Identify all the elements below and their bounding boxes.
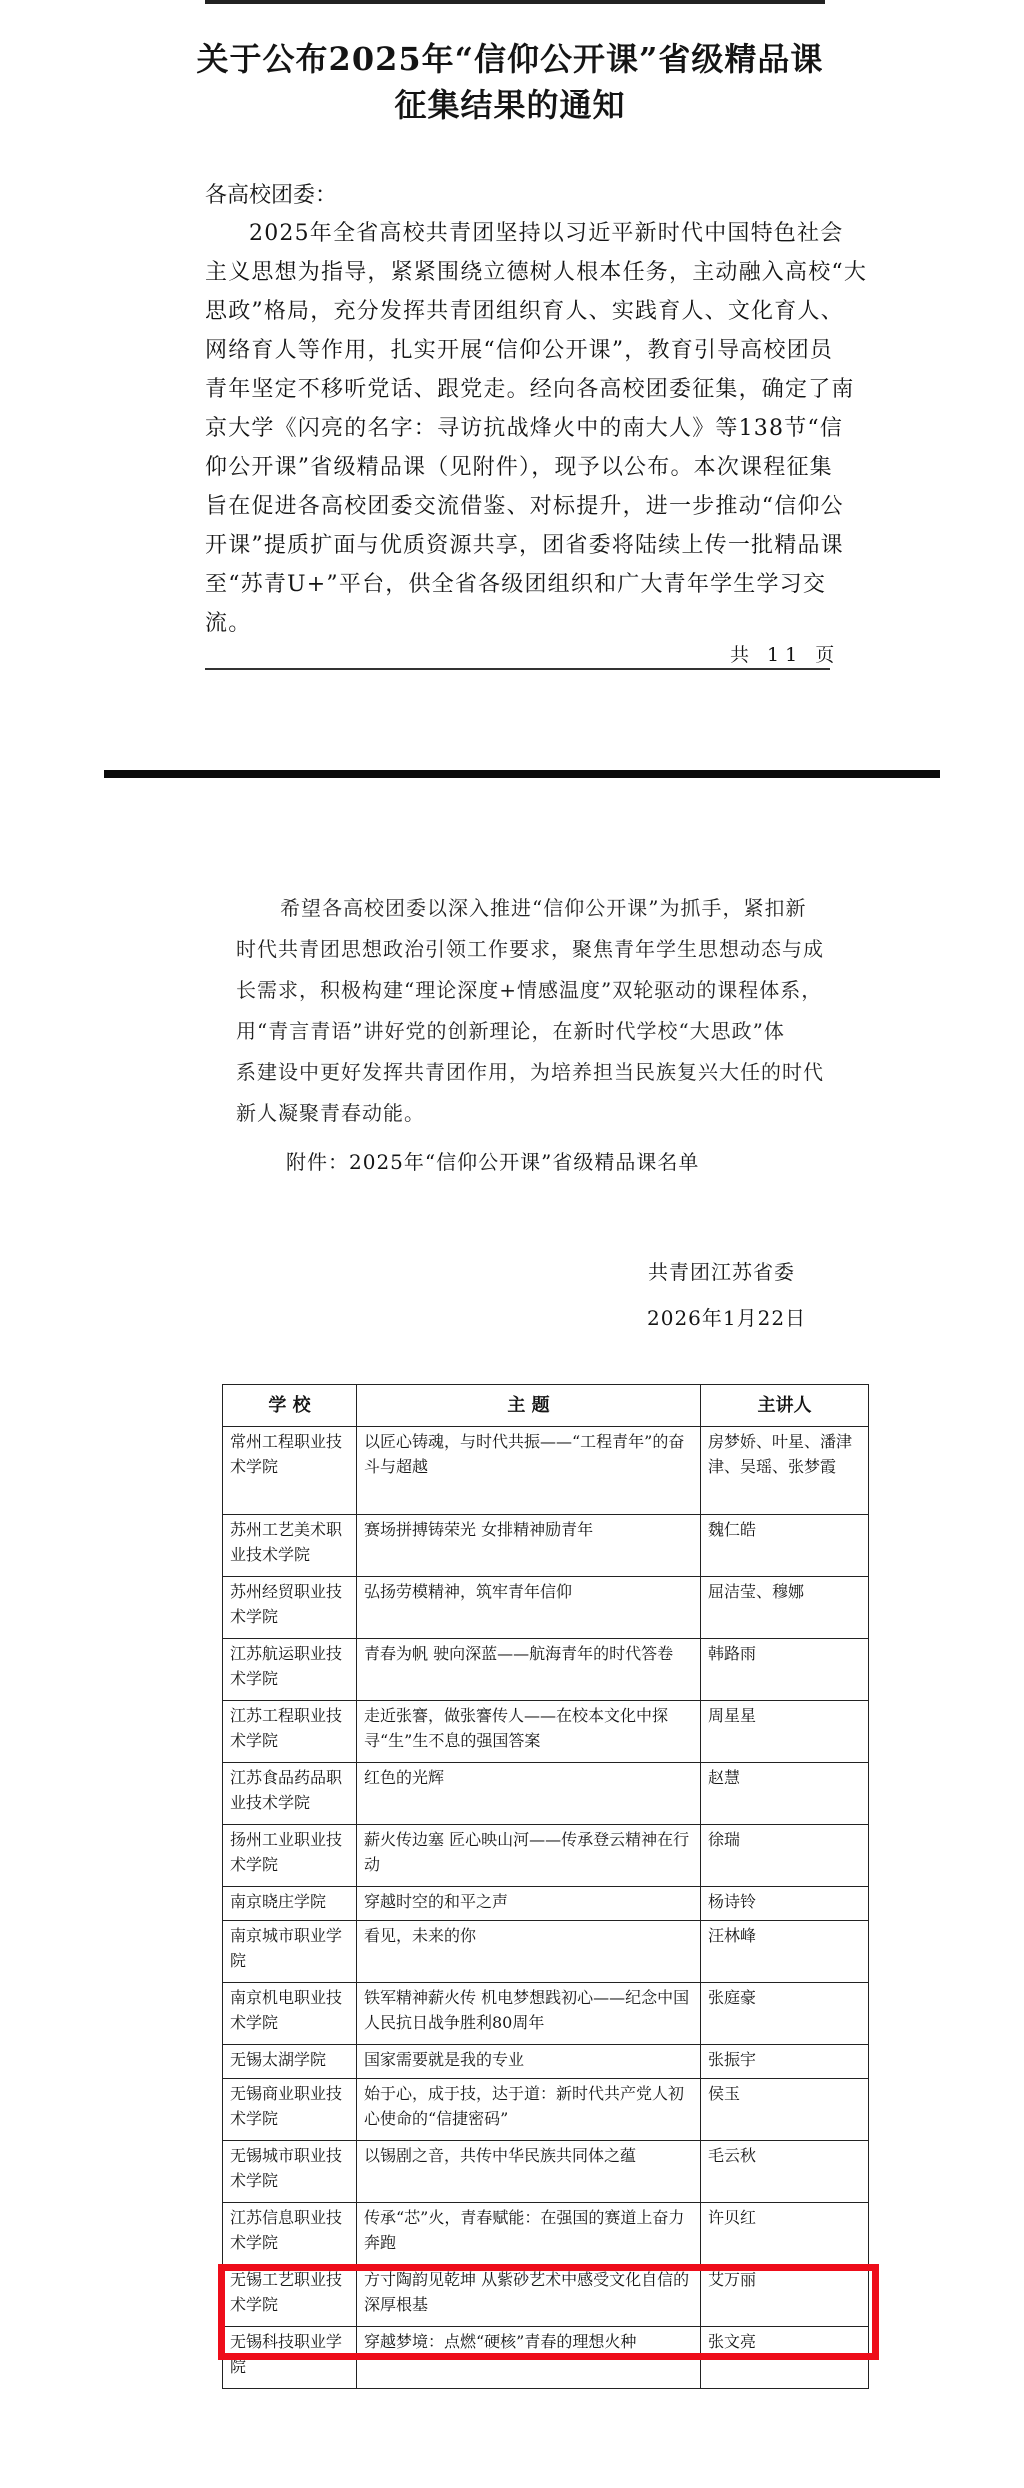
table-row: [223, 2141, 869, 2203]
cell-topic: 以锡剧之音，共传中华民族共同体之蕴: [357, 2141, 701, 2203]
cell-speaker: 张庭豪: [701, 1983, 869, 2045]
notice-title: [150, 36, 870, 128]
notice-greeting: 各高校团委：: [205, 183, 338, 208]
column-header-school: 学 校: [223, 1385, 357, 1427]
cell-speaker: 杨诗铃: [701, 1887, 869, 1921]
cell-topic: 穿越时空的和平之声: [357, 1887, 701, 1921]
page-top-border: [205, 0, 825, 4]
cell-school: 常州工程职业技术学院: [223, 1427, 357, 1515]
cell-speaker: 张文亮: [701, 2327, 869, 2389]
cell-topic: 以匠心铸魂，与时代共振——“工程青年”的奋斗与超越: [357, 1427, 701, 1515]
cell-school: 苏州经贸职业技术学院: [223, 1577, 357, 1639]
cell-speaker: 魏仁皓: [701, 1515, 869, 1577]
cell-school: 南京机电职业技术学院: [223, 1983, 357, 2045]
cell-topic: 传承“芯”火，青春赋能：在强国的赛道上奋力奔跑: [357, 2203, 701, 2265]
column-header-speaker: 主讲人: [701, 1385, 869, 1427]
table-row: [223, 1983, 869, 2045]
cell-speaker: 赵慧: [701, 1763, 869, 1825]
cell-school: 南京晓庄学院: [223, 1887, 357, 1921]
body-line: 开课”提质扩面与优质资源共享，团省委将陆续上传一批精品课: [205, 533, 844, 558]
body-line: 2025年全省高校共青团坚持以习近平新时代中国特色社会: [249, 221, 844, 246]
table-row: [223, 1887, 869, 1921]
cell-topic: 铁军精神薪火传 机电梦想践初心——纪念中国人民抗日战争胜利80周年: [357, 1983, 701, 2045]
cell-speaker: 房梦娇、叶星、潘津津、吴瑶、张梦霞: [701, 1427, 869, 1515]
notice-title-line: 征集结果的通知: [394, 86, 626, 124]
cell-school: 江苏工程职业技术学院: [223, 1701, 357, 1763]
issue-date: 2026年1月22日: [647, 1306, 807, 1330]
cell-speaker: 徐瑞: [701, 1825, 869, 1887]
table-header-row: [223, 1385, 869, 1427]
cell-speaker: 周星星: [701, 1701, 869, 1763]
highlight-box: [218, 2264, 879, 2360]
cell-topic: 赛场拼搏铸荣光 女排精神励青年: [357, 1515, 701, 1577]
table-row: [223, 1427, 869, 1515]
body-line: 流。: [205, 611, 252, 636]
cell-school: 江苏信息职业技术学院: [223, 2203, 357, 2265]
page-count: 共 11 页: [730, 644, 841, 666]
table-row: [223, 1577, 869, 1639]
cell-school: 江苏食品药品职业技术学院: [223, 1763, 357, 1825]
table-row: [223, 2079, 869, 2141]
cell-topic: 方寸陶韵见乾坤 从紫砂艺术中感受文化自信的深厚根基: [357, 2265, 701, 2327]
cell-school: 苏州工艺美术职业技术学院: [223, 1515, 357, 1577]
body-line: 仰公开课”省级精品课（见附件），现予以公布。本次课程征集: [205, 455, 833, 480]
body-line: 长需求，积极构建“理论深度+情感温度”双轮驱动的课程体系，: [236, 978, 823, 1002]
cell-topic: 看见，未来的你: [357, 1921, 701, 1983]
cell-topic: 国家需要就是我的专业: [357, 2045, 701, 2079]
cell-school: 无锡太湖学院: [223, 2045, 357, 2079]
body-line: 新人凝聚青春动能。: [236, 1101, 425, 1125]
cell-school: 无锡城市职业技术学院: [223, 2141, 357, 2203]
cell-speaker: 屈洁莹、穆娜: [701, 1577, 869, 1639]
body-line: 用“青言青语”讲好党的创新理论，在新时代学校“大思政”体: [236, 1019, 785, 1043]
issuing-org: 共青团江苏省委: [648, 1260, 795, 1284]
body-line: 旨在促进各高校团委交流借鉴、对标提升，进一步推动“信仰公: [205, 494, 844, 519]
cell-speaker: 许贝红: [701, 2203, 869, 2265]
page-separator-line: [205, 668, 830, 670]
cell-topic: 穿越梦境：点燃“硬核”青春的理想火种: [357, 2327, 701, 2389]
cell-speaker: 毛云秋: [701, 2141, 869, 2203]
cell-topic: 始于心，成于技，达于道：新时代共产党人初心使命的“信捷密码”: [357, 2079, 701, 2141]
cell-topic: 薪火传边塞 匠心映山河——传承登云精神在行动: [357, 1825, 701, 1887]
body-line: 至“苏青U+”平台，供全省各级团组织和广大青年学生学习交: [205, 572, 827, 597]
cell-school: 无锡工艺职业技术学院: [223, 2265, 357, 2327]
cell-topic: 走近张謇，做张謇传人——在校本文化中探寻“生”生不息的强国答案: [357, 1701, 701, 1763]
table-row: [223, 1825, 869, 1887]
cell-topic: 红色的光辉: [357, 1763, 701, 1825]
table-row: [223, 2203, 869, 2265]
attachment-line: 附件：2025年“信仰公开课”省级精品课名单: [286, 1150, 700, 1174]
body-line: 系建设中更好发挥共青团作用，为培养担当民族复兴大任的时代: [236, 1060, 824, 1084]
cell-speaker: 韩路雨: [701, 1639, 869, 1701]
cell-school: 南京城市职业学院: [223, 1921, 357, 1983]
page-divider: [104, 770, 940, 778]
body-line: 京大学《闪亮的名字：寻访抗战烽火中的南大人》等138节“信: [205, 416, 844, 441]
body-line: 网络育人等作用，扎实开展“信仰公开课”，教育引导高校团员: [205, 338, 834, 363]
cell-speaker: 张振宇: [701, 2045, 869, 2079]
cell-speaker: 艾万丽: [701, 2265, 869, 2327]
cell-school: 江苏航运职业技术学院: [223, 1639, 357, 1701]
table-row: [223, 1921, 869, 1983]
cell-school: 无锡商业职业技术学院: [223, 2079, 357, 2141]
notice-body: [205, 214, 868, 643]
cell-school: 无锡科技职业学院: [223, 2327, 357, 2389]
cell-topic: 青春为帆 驶向深蓝——航海青年的时代答卷: [357, 1639, 701, 1701]
cell-speaker: 汪林峰: [701, 1921, 869, 1983]
cell-school: 扬州工业职业技术学院: [223, 1825, 357, 1887]
body-line: 时代共青团思想政治引领工作要求，聚焦青年学生思想动态与成: [236, 937, 824, 961]
body-line: 希望各高校团委以深入推进“信仰公开课”为抓手，紧扣新: [280, 896, 807, 920]
table-row: [223, 1515, 869, 1577]
table-row: [223, 2045, 869, 2079]
table-row: [223, 1763, 869, 1825]
page2-body: [236, 888, 858, 1134]
body-line: 主义思想为指导，紧紧围绕立德树人根本任务，主动融入高校“大: [205, 260, 868, 285]
table-row: [223, 1639, 869, 1701]
cell-speaker: 侯玉: [701, 2079, 869, 2141]
column-header-topic: 主 题: [357, 1385, 701, 1427]
course-list-table: [222, 1384, 869, 2389]
body-line: 青年坚定不移听党话、跟党走。经向各高校团委征集，确定了南: [205, 377, 855, 402]
cell-topic: 弘扬劳模精神，筑牢青年信仰: [357, 1577, 701, 1639]
notice-title-line: 关于公布2025年“信仰公开课”省级精品课: [196, 40, 824, 78]
body-line: 思政”格局，充分发挥共青团组织育人、实践育人、文化育人、: [205, 299, 844, 324]
table-row: [223, 1701, 869, 1763]
